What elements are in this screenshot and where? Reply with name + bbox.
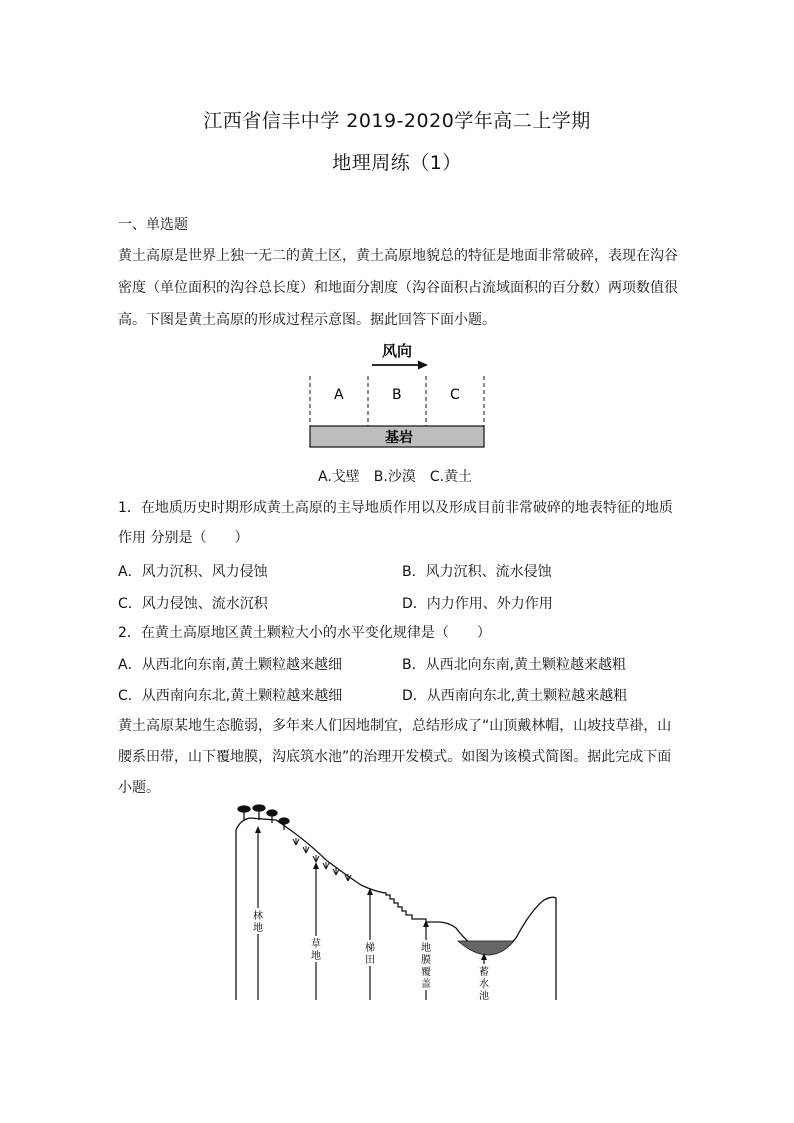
- forest-label-1: 林: [253, 911, 263, 922]
- zone-b-label: B: [392, 387, 402, 403]
- slope-treatment-diagram: [226, 800, 574, 1010]
- intro-line-2: 密度（单位面积的沟谷总长度）和地面分割度（沟谷面积占流域面积的百分数）两项数值很: [118, 280, 678, 296]
- q1-option-b[interactable]: B．风力沉积、流水侵蚀: [402, 564, 552, 580]
- loess-formation-diagram: [300, 338, 500, 456]
- zone-c-label: C: [450, 387, 460, 403]
- forest-trees: [238, 805, 289, 830]
- label-arrows: [258, 830, 484, 1000]
- pond-water: [458, 941, 514, 955]
- pond-label-3: 池: [479, 991, 489, 1002]
- q1-option-d[interactable]: D．内力作用、外力作用: [402, 596, 553, 612]
- forest-label-2: 地: [253, 923, 263, 934]
- q1-option-a[interactable]: A．风力沉积、风力侵蚀: [118, 564, 268, 580]
- intro-line-3: 高。下图是黄土高原的形成过程示意图。据此回答下面小题。: [118, 312, 496, 328]
- grass-tufts: [293, 838, 351, 881]
- q1-option-c[interactable]: C．风力侵蚀、流水沉积: [118, 596, 268, 612]
- arrow-heads: [255, 826, 487, 960]
- section-heading: 一、单选题: [118, 217, 188, 233]
- q2-option-a[interactable]: A．从西北向东南,黄土颗粒越来越细: [118, 657, 343, 673]
- intro-line-1: 黄土高原是世界上独一无二的黄土区，黄土高原地貌总的特征是地面非常破碎，表现在沟谷: [118, 248, 678, 264]
- terrace-label-2: 田: [365, 955, 375, 966]
- q2-option-d[interactable]: D．从西南向东北,黄土颗粒越来越粗: [402, 688, 628, 704]
- document-subtitle: 地理周练（1）: [332, 152, 462, 174]
- zone-a-label: A: [334, 387, 344, 403]
- intro2-line-2: 腰系田带，山下覆地膜，沟底筑水池”的治理开发模式。如图为该模式简图。据此完成下面: [118, 749, 672, 765]
- film-label-2: 膜: [421, 955, 431, 966]
- question-1-line-2: 作用 分别是（ ）: [118, 530, 249, 546]
- bedrock-label: 基岩: [385, 430, 413, 446]
- intro2-line-1: 黄土高原某地生态脆弱，多年来人们因地制宜，总结形成了“山顶戴林帽，山坡技草褂，山: [118, 718, 672, 734]
- film-label-3: 覆: [421, 967, 431, 978]
- grass-label-2: 地: [311, 951, 321, 962]
- figure1-caption: A.戈壁 B.沙漠 C.黄土: [318, 469, 473, 485]
- grass-label-1: 草: [311, 939, 321, 950]
- intro2-line-3: 小题。: [118, 780, 160, 796]
- terrace-label-1: 梯: [365, 943, 375, 954]
- ground-profile: [236, 818, 556, 1000]
- wind-direction-label: 风向: [382, 342, 413, 360]
- question-2-line-1: 2．在黄土高原地区黄土颗粒大小的水平变化规律是（ ）: [118, 625, 491, 641]
- q2-option-c[interactable]: C．从西南向东北,黄土颗粒越来越细: [118, 688, 343, 704]
- wind-arrow-head: [418, 361, 428, 370]
- question-1-line-1: 1．在地质历史时期形成黄土高原的主导地质作用以及形成目前非常破碎的地表特征的地质: [118, 500, 673, 516]
- pond-label-1: 蓄: [479, 967, 489, 978]
- document-title: 江西省信丰中学 2019-2020学年高二上学期: [203, 110, 591, 132]
- film-label-1: 地: [421, 943, 431, 954]
- film-label-4: 盖: [421, 979, 431, 990]
- pond-label-2: 水: [479, 979, 489, 990]
- q2-option-b[interactable]: B．从西北向东南,黄土颗粒越来越粗: [402, 657, 627, 673]
